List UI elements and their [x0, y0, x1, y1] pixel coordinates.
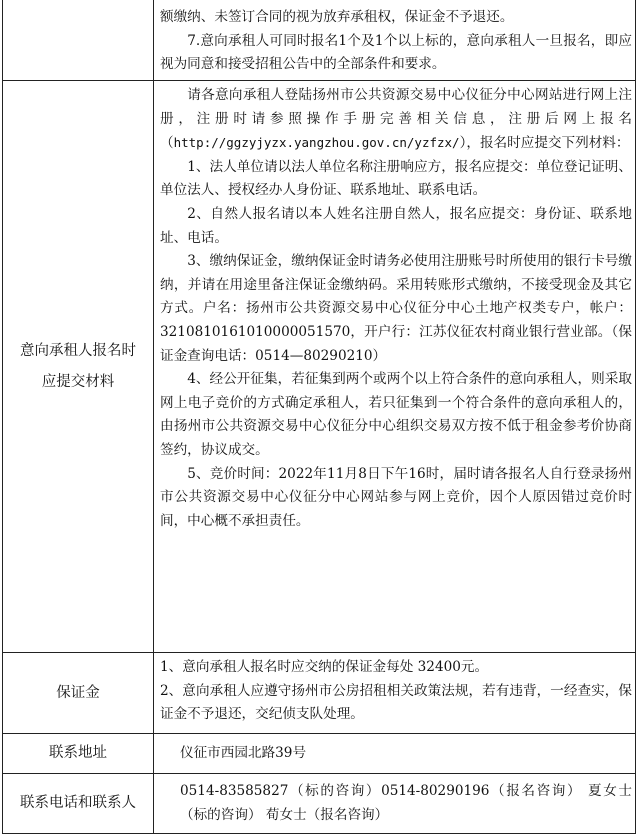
deposit-item-1: 1、意向承租人报名时应交纳的保证金每处 32400元。	[160, 659, 489, 675]
rules-continued-cell	[154, 0, 636, 81]
contact-label: 联系电话和联系人	[3, 774, 154, 834]
deposit-cell	[154, 653, 636, 734]
deposit-label: 保证金	[3, 653, 154, 734]
materials-item-3: 3、缴纳保证金，缴纳保证金时请务必使用注册账号时所使用的银行卡号缴纳，并请在用途里备注保证金缴纳码。采用转账形式缴纳，不接受现金及其它方式。户名：扬州市公共资源交易中心仪征分中心土地产权类专户，帐户：3210810161010000051570，开户行：江苏仪征农村商业银行营业部。（保证金查询电话：0514—80290210）	[160, 253, 632, 364]
table-row-rules-continued	[3, 0, 636, 81]
registration-url-link[interactable]: http://ggzyjyzx.yangzhou.gov.cn/yzfzx/	[173, 135, 460, 151]
materials-label-line2: 应提交材料	[41, 373, 115, 390]
table-row-deposit	[3, 653, 636, 734]
rule-7: 7.意向承租人可同时报名1个及1个以上标的，意向承租人一旦报名，即应视为同意和接受招租公告中的全部条件和要求。	[160, 32, 632, 73]
rule-6-tail: 额缴纳、未签订合同的视为放弃承租权，保证金不予退还。	[160, 9, 514, 25]
materials-intro	[160, 84, 632, 156]
table-row-contact	[3, 774, 636, 834]
materials-cell	[154, 81, 636, 653]
address-value: 仪征市西园北路39号	[154, 734, 636, 774]
announcement-table	[2, 0, 636, 834]
materials-item-1: 1、法人单位请以法人单位名称注册响应方，报名应提交：单位登记证明、单位法人、授权经办人身份证、联系地址、联系电话。	[160, 158, 632, 199]
materials-item-2: 2、自然人报名请以本人姓名注册自然人，报名应提交：身份证、联系地址、电话。	[160, 205, 632, 246]
materials-item-4: 4、经公开征集，若征集到两个或两个以上符合条件的意向承租人，则采取网上电子竞价的方式确定承租人，若只征集到一个符合条件的意向承租人的，由扬州市公共资源交易中心仪征分中心组织交易双方按不低于租金参考价协商签约，协议成交。	[160, 371, 632, 458]
row-label-empty	[3, 0, 154, 81]
deposit-item-2: 2、意向承租人应遵守扬州市公房招租相关政策法规，若有违背，一经查实，保证金不予退还，交纪侦支队处理。	[160, 682, 632, 723]
address-label: 联系地址	[3, 734, 154, 774]
materials-intro-a: 请各意向承租人登陆扬州市公共资源交易中心仪征分中心网站进行网上注册，注册时请参照操作手册完善相关信息，注册后网上报名（	[160, 87, 632, 152]
materials-item-5: 5、竞价时间：2022年11月8日下午16时，届时请各报名人自行登录扬州市公共资源交易中心仪征分中心网站参与网上竞价，因个人原因错过竞价时间，中心概不承担责任。	[160, 465, 632, 529]
materials-label-line1: 意向承租人报名时	[20, 342, 136, 359]
table-row-materials	[3, 81, 636, 653]
materials-intro-b: ），报名时应提交下列材料：	[459, 135, 630, 152]
materials-label	[3, 81, 154, 653]
contact-value: 0514-83585827（标的咨询）0514-80290196（报名咨询） 夏女士（标的咨询） 荀女士（报名咨询）	[154, 774, 636, 834]
table-row-address	[3, 734, 636, 774]
